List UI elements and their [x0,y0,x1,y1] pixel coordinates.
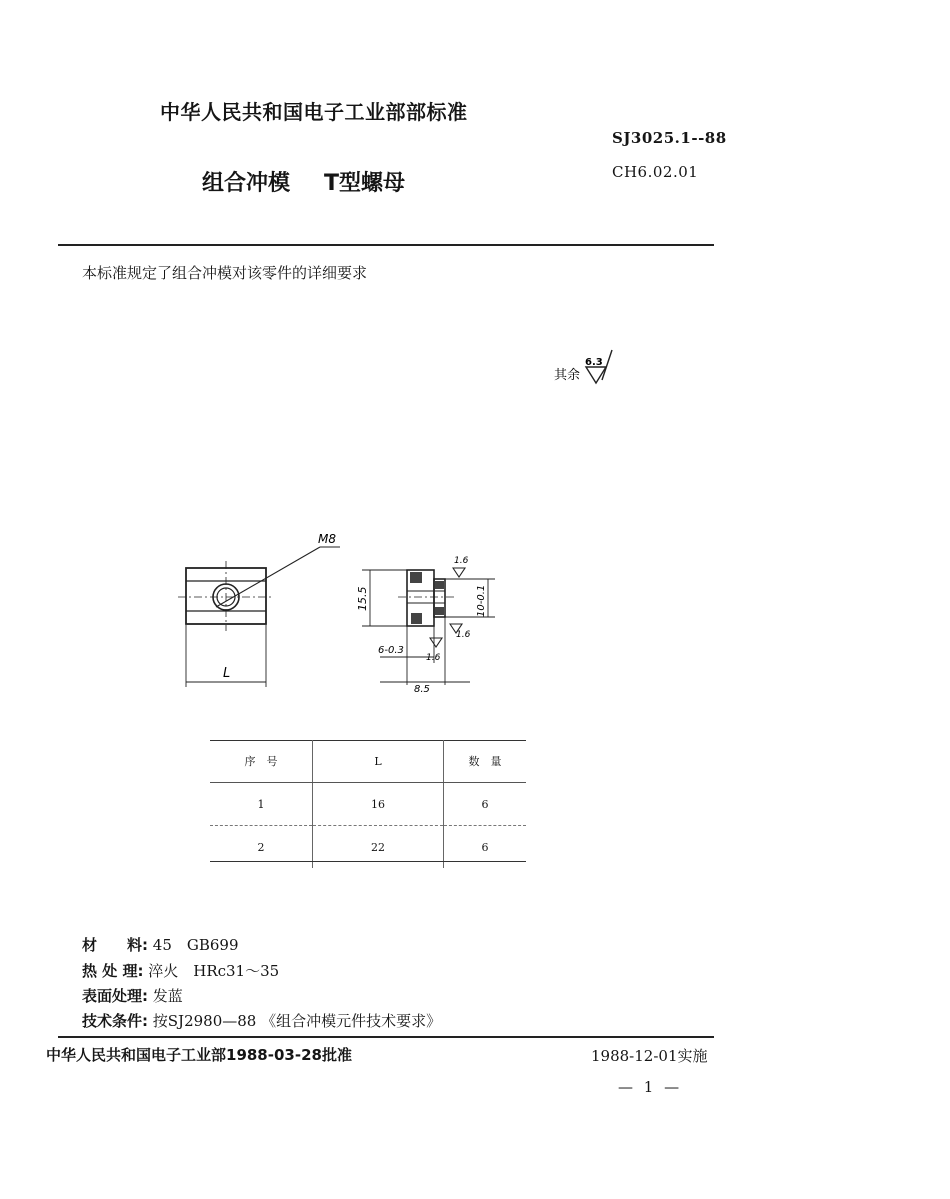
roughness-tick [602,350,612,380]
thread-leader-line [216,547,320,607]
spec-surface-label: 表面处理: [82,987,148,1005]
title-part-2: T型螺母 [324,171,406,196]
intro-text: 本标准规定了组合冲模对该零件的详细要求 [82,264,368,282]
title-part-1: 组合冲模 [202,171,291,196]
length-label: L [223,666,231,681]
classification-code: CH6.02.01 [612,163,699,181]
roughness-general-value: 6.3 [585,357,603,368]
cell-seq: 1 [210,783,313,826]
roughness-bottom-value: 1.6 [426,653,441,663]
thread-label: M8 [318,532,336,546]
front-view [178,547,340,687]
roughness-top-icon [453,568,465,577]
document-title [202,166,405,197]
cell-quantity: 6 [481,840,489,854]
total-width-dim-text: 8.5 [414,684,430,695]
header-length: L [313,740,444,783]
footer-rule [58,1036,714,1038]
spec-surface-value: 发蓝 [152,987,183,1005]
head-width-dim-text: 10-0.1 [476,584,487,617]
cell-length: 16 [313,783,444,826]
roughness-bottom-icon [430,638,442,647]
spec-heat-treatment [82,960,279,981]
header-quantity: 数 量 [444,740,527,783]
roughness-top-value: 1.6 [454,556,469,566]
roughness-side-value: 1.6 [456,630,471,640]
spec-material [82,934,239,955]
spec-technical-conditions [82,1010,441,1031]
cell-length: 22 [313,826,444,869]
table-row [210,783,526,826]
height-dim-text: 15.5 [356,586,369,611]
standard-code: SJ3025.1--88 [612,129,727,147]
parts-table [210,740,526,868]
header-seq: 序 号 [210,740,313,783]
cell-quantity: 6 [444,783,527,826]
cell-seq: 2 [210,826,313,869]
general-roughness-mark [548,342,628,392]
spec-tech-value: 按SJ2980—88 《组合冲模元件技术要求》 [152,1012,442,1030]
issuing-organization: 中华人民共和国电子工业部部标准 [160,100,468,124]
approval-line: 中华人民共和国电子工业部1988-03-28批准 [46,1046,352,1064]
effective-date: 1988-12-01实施 [591,1047,708,1065]
spec-surface-treatment [82,985,183,1006]
spec-material-value: 45 GB699 [152,936,239,954]
header-rule [58,244,714,246]
roughness-general-note: 其余 [554,368,581,383]
table-header-row [210,740,526,783]
spec-heat-label: 热 处 理: [82,962,144,980]
spec-tech-label: 技术条件: [82,1012,148,1030]
spec-material-label: 材 料: [82,936,148,954]
t-nut-drawing [150,525,530,705]
table-bottom-rule [210,861,526,862]
page-number: — 1 — [618,1078,683,1096]
spec-heat-value: 淬火 HRc31～35 [148,962,280,980]
neck-dim-text: 6-0.3 [378,645,404,656]
